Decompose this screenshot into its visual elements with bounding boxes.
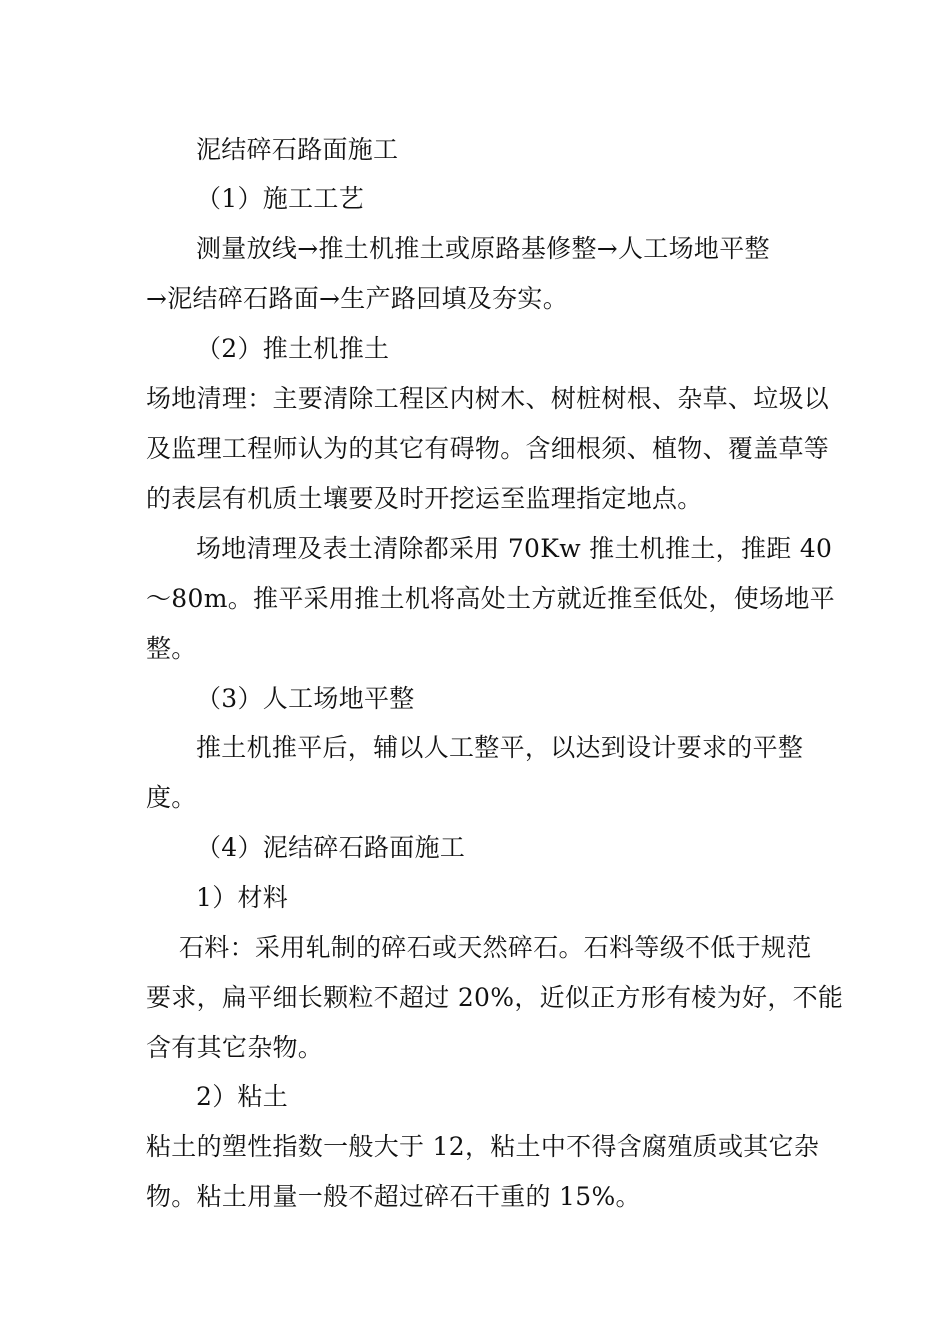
paragraph-line: 物。粘土用量一般不超过碎石干重的 15%。 [146, 1182, 641, 1211]
paragraph-line: 推土机推平后，辅以人工整平，以达到设计要求的平整 [196, 733, 804, 762]
paragraph-line: 测量放线→推土机推土或原路基修整→人工场地平整 [196, 234, 770, 263]
paragraph-line: 含有其它杂物。 [146, 1033, 324, 1062]
paragraph-line: 度。 [146, 783, 197, 812]
subsection-heading: （3）人工场地平整 [196, 684, 415, 713]
subsection-heading: （2）推土机推土 [196, 334, 390, 363]
item-heading: 1）材料 [196, 883, 289, 912]
paragraph-line: 场地清理及表土清除都采用 70Kw 推土机推土，推距 40 [196, 534, 833, 563]
paragraph-line: 的表层有机质土壤要及时开挖运至监理指定地点。 [146, 484, 703, 513]
paragraph-line: 及监理工程师认为的其它有碍物。含细根须、植物、覆盖草等 [146, 434, 830, 463]
paragraph-line: 整。 [146, 634, 197, 663]
item-heading: 2）粘土 [196, 1082, 289, 1111]
paragraph-line: ～80m。推平采用推土机将高处土方就近推至低处，使场地平 [146, 584, 835, 613]
paragraph-line: 粘土的塑性指数一般大于 12，粘土中不得含腐殖质或其它杂 [146, 1132, 820, 1161]
subsection-heading: （1）施工工艺 [196, 184, 365, 213]
paragraph-line: 石料：采用轧制的碎石或天然碎石。石料等级不低于规范 [179, 933, 812, 962]
subsection-heading: （4）泥结碎石路面施工 [196, 833, 466, 862]
paragraph-line: 要求，扁平细长颗粒不超过 20%，近似正方形有棱为好，不能 [146, 983, 844, 1012]
section-title: 泥结碎石路面施工 [196, 135, 399, 164]
paragraph-line: →泥结碎石路面→生产路回填及夯实。 [146, 284, 568, 313]
paragraph-line: 场地清理：主要清除工程区内树木、树桩树根、杂草、垃圾以 [146, 384, 830, 413]
